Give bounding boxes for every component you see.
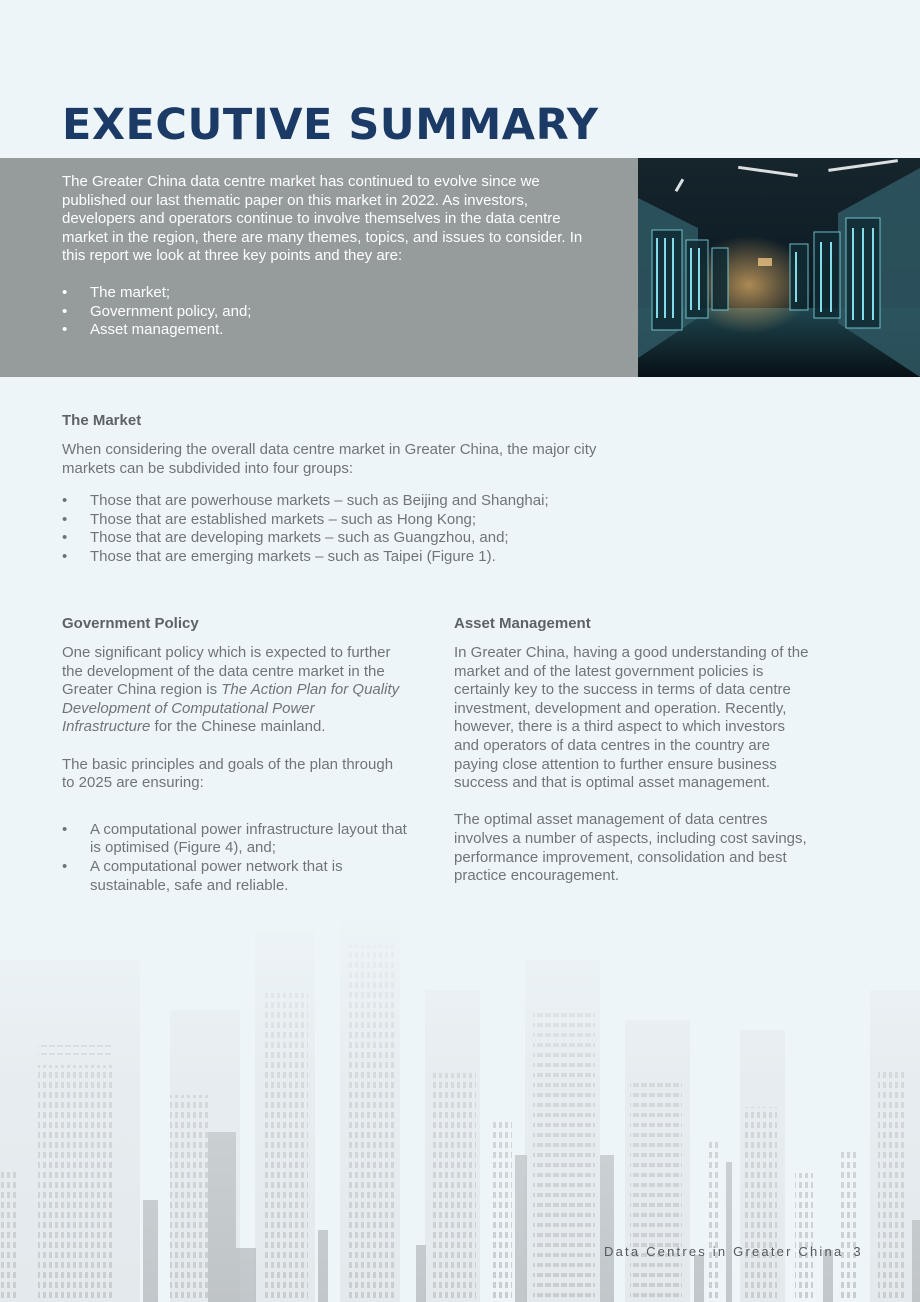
government-policy-section bbox=[62, 615, 407, 895]
market-section bbox=[62, 412, 642, 567]
server-room-image bbox=[638, 158, 920, 377]
government-paragraph-2: The basic principles and goals of the plan through to 2025 are ensuring: bbox=[62, 755, 394, 792]
asset-management-section bbox=[454, 615, 814, 886]
page-footer bbox=[604, 1244, 863, 1259]
market-heading: The Market bbox=[62, 412, 142, 429]
government-paragraph-start: One significant policy which is expected to further the development of the data centre market in the Greater China region is bbox=[62, 644, 391, 699]
intro-box bbox=[0, 158, 638, 377]
action-plan-title: The Action Plan for Quality Development of Computational Power Infrastructure bbox=[62, 681, 400, 736]
government-bullet-list bbox=[62, 821, 407, 895]
list-item: • A computational power infrastructure layout that is optimised (Figure 4), and; bbox=[62, 821, 407, 858]
government-paragraph-1 bbox=[62, 644, 407, 737]
list-item: • Those that are developing markets – such as Guangzhou, and; bbox=[62, 529, 642, 548]
asset-paragraph-1: In Greater China, having a good understanding of the market and of the latest government policies is certainly key to the success in terms of data centre investment, development and operation. Recently, however, there is a third aspect to which investors and operators of data centres in the country are paying close attention to further ensure business success and that is optimal asset management. bbox=[454, 644, 809, 792]
list-item: • Those that are established markets – such as Hong Kong; bbox=[62, 511, 642, 530]
intro-bullet-list bbox=[62, 284, 598, 340]
city-skyline-illustration bbox=[0, 900, 920, 1302]
list-item: • Those that are emerging markets – such as Taipei (Figure 1). bbox=[62, 548, 642, 567]
government-paragraph-end: for the Chinese mainland. bbox=[154, 718, 326, 736]
asset-management-heading: Asset Management bbox=[454, 615, 591, 632]
government-policy-heading: Government Policy bbox=[62, 615, 199, 632]
footer-title: Data Centres in Greater China bbox=[604, 1244, 844, 1259]
list-item: • A computational power network that is sustainable, safe and reliable. bbox=[62, 858, 407, 895]
list-item: • Those that are powerhouse markets – such as Beijing and Shanghai; bbox=[62, 492, 642, 511]
list-item: • Asset management. bbox=[62, 321, 598, 340]
market-paragraph: When considering the overall data centre market in Greater China, the major city markets can be subdivided into four groups: bbox=[62, 441, 597, 477]
page-number: 3 bbox=[853, 1244, 863, 1259]
intro-paragraph: The Greater China data centre market has continued to evolve since we published our last thematic paper on this market in 2022. As investors, developers and operators continue to involve themselves in the data centre market in the region, there are many themes, topics, and issues to consider. In this report we look at three key points and they are: bbox=[62, 173, 583, 265]
page-title: EXECUTIVE SUMMARY bbox=[62, 100, 599, 150]
list-item: • Government policy, and; bbox=[62, 303, 598, 322]
market-bullet-list bbox=[62, 492, 642, 566]
asset-paragraph-2: The optimal asset management of data centres involves a number of aspects, including cost savings, performance improvement, consolidation and best practice encouragement. bbox=[454, 811, 807, 885]
list-item: • The market; bbox=[62, 284, 598, 303]
